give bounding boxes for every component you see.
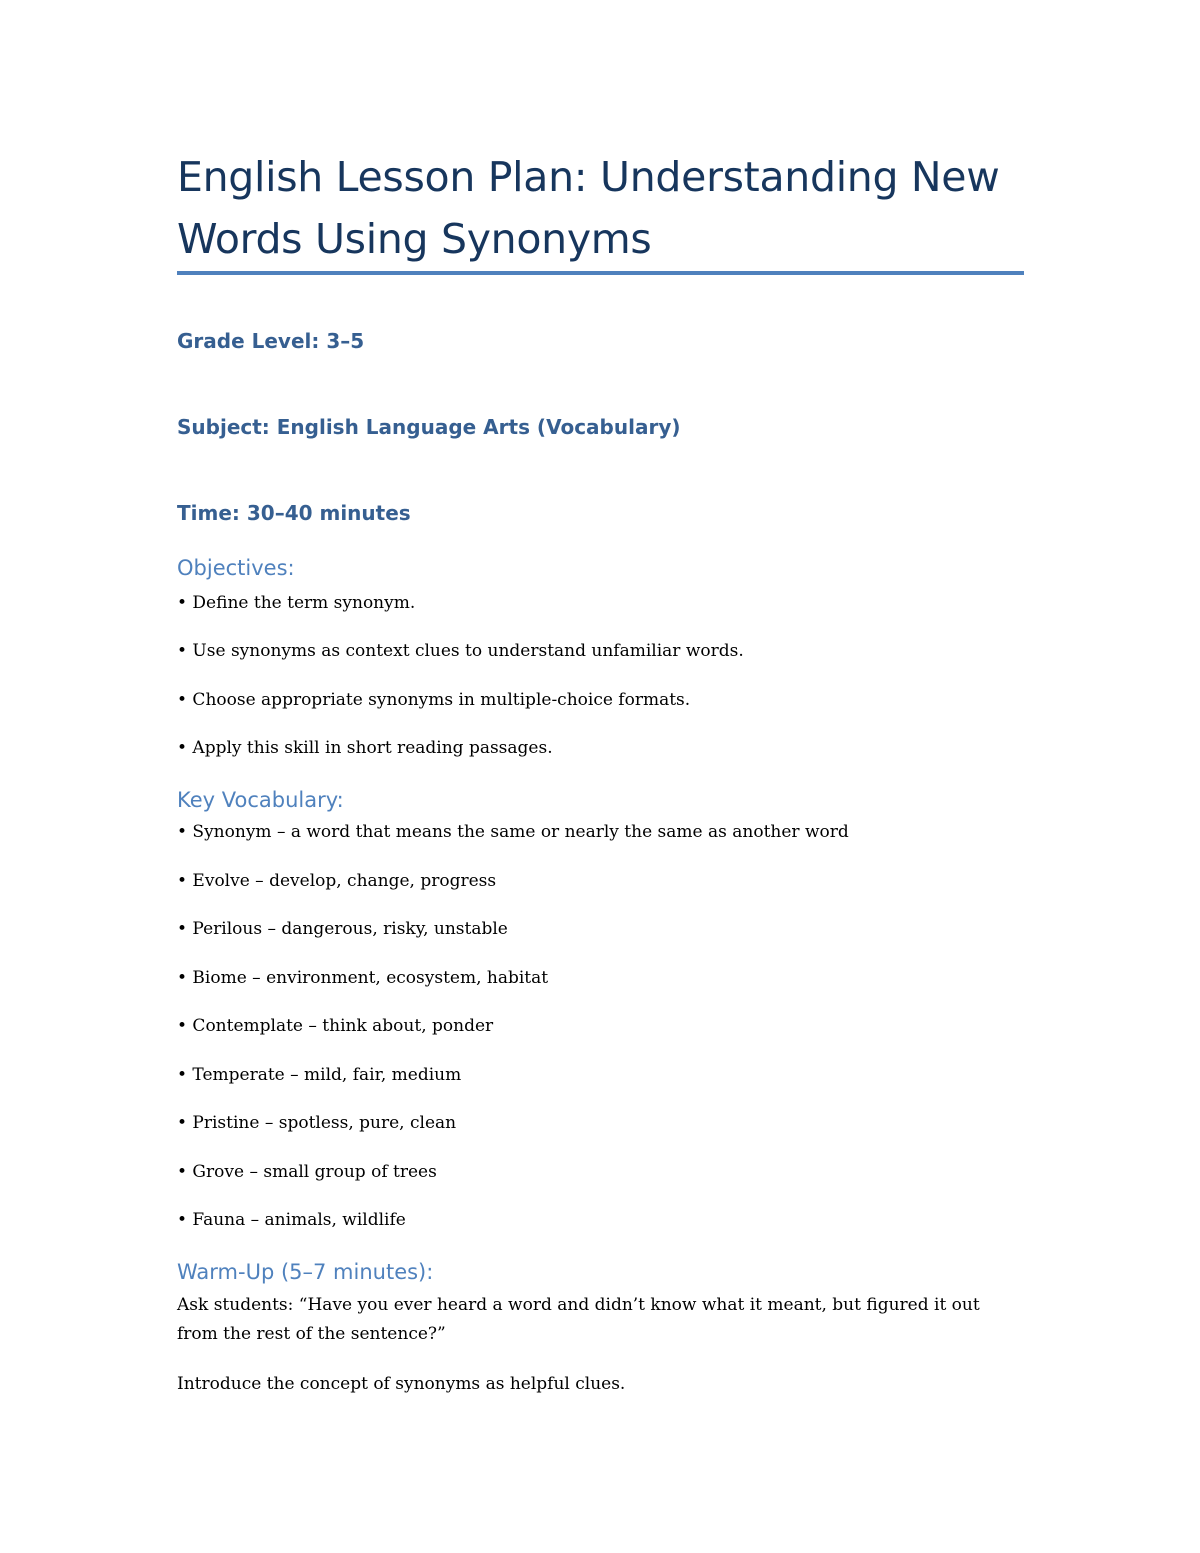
warm-up-paragraph: Introduce the concept of synonyms as helpful clues. (177, 1374, 626, 1394)
key-vocabulary-heading: Key Vocabulary: (177, 788, 344, 812)
time-heading: Time: 30–40 minutes (177, 501, 411, 525)
vocabulary-item: • Pristine – spotless, pure, clean (177, 1113, 457, 1133)
grade-level-heading: Grade Level: 3–5 (177, 329, 365, 353)
subject-heading: Subject: English Language Arts (Vocabulary) (177, 415, 681, 439)
vocabulary-item: • Synonym – a word that means the same or nearly the same as another word (177, 822, 849, 842)
vocabulary-item: • Fauna – animals, wildlife (177, 1210, 406, 1230)
objective-item: • Use synonyms as context clues to understand unfamiliar words. (177, 641, 744, 661)
vocabulary-item: • Evolve – develop, change, progress (177, 871, 497, 891)
document-title: English Lesson Plan: Understanding New Words Using Synonyms (177, 153, 1000, 263)
warm-up-paragraph: Ask students: “Have you ever heard a word and didn’t know what it meant, but figured it out from the rest of the sentence?” (177, 1295, 980, 1344)
objective-item: • Define the term synonym. (177, 593, 416, 613)
vocabulary-item: • Grove – small group of trees (177, 1162, 437, 1182)
warm-up-heading: Warm-Up (5–7 minutes): (177, 1260, 434, 1284)
vocabulary-item: • Temperate – mild, fair, medium (177, 1065, 462, 1085)
vocabulary-item: • Contemplate – think about, ponder (177, 1016, 494, 1036)
objective-item: • Choose appropriate synonyms in multiple-choice formats. (177, 690, 691, 710)
objectives-heading: Objectives: (177, 556, 295, 580)
vocabulary-item: • Perilous – dangerous, risky, unstable (177, 919, 508, 939)
vocabulary-item: • Biome – environment, ecosystem, habitat (177, 968, 549, 988)
title-underline (177, 271, 1024, 275)
objective-item: • Apply this skill in short reading passages. (177, 738, 553, 758)
